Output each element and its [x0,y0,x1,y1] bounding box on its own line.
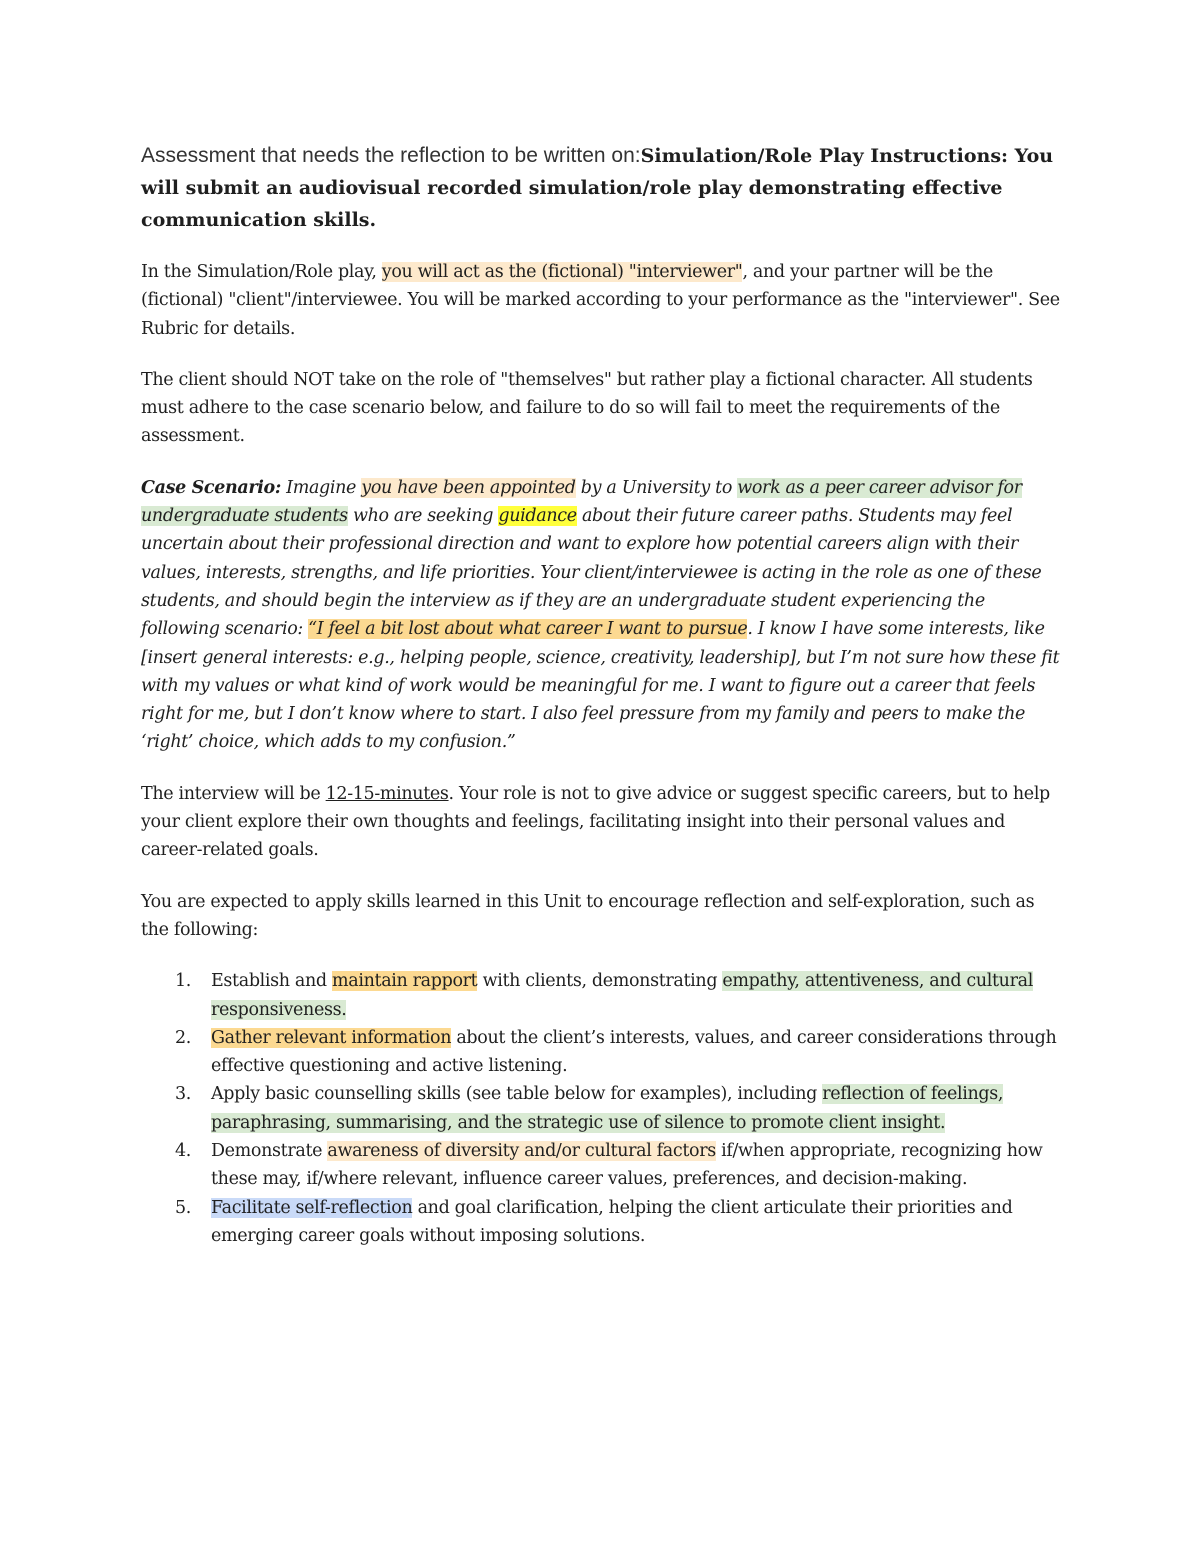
list-number: 5. [175,1197,191,1218]
heading-lead: Assessment that needs the reflection to be written on: [141,144,641,167]
assessment-heading [141,140,1066,236]
intro-highlight-interviewer: you will act as the (fictional) "interviewer" [381,262,743,282]
list-item [141,1080,1066,1137]
interview-text-1: The interview will be [141,783,326,804]
list-highlight-rapport: maintain rapport [332,971,478,992]
client-role-paragraph: The client should NOT take on the role of "themselves" but rather play a fictional character. All students must adhere to the case scenario below, and failure to do so will fail to meet the requirements of the assessment. [141,369,1033,447]
list-highlight-gather-info: Gather relevant information [211,1027,452,1048]
case-text-4: about their future career paths. Students may feel uncertain about their professional direction and want to explore how potential careers align with their values, interests, strengths, and life priorities. Your client/interviewee is acting in the role as one of these students, and should begin the interview as if they are an undergraduate student experiencing the following scenario: [141,506,1042,640]
case-scenario-paragraph [141,474,1066,757]
interview-length-paragraph [141,780,1066,865]
intro-paragraph [141,258,1066,343]
list-number: 1. [175,971,191,992]
list-number: 3. [175,1084,191,1105]
list-number: 2. [175,1027,191,1048]
case-highlight-peer-advisor: work as a peer career advisor for undergraduate students [141,477,1022,527]
list-text: with clients, demonstrating [477,971,723,992]
list-text: about the client’s interests, values, and career considerations through effective questioning and active listening. [211,1027,1057,1077]
intro-text-2: , and your partner will be the (fictional) "client"/interviewee. You will be marked according to your performance as the "interviewer". See Rubric for details. [141,262,1060,339]
list-text: Apply basic counselling skills (see table below for examples), including [211,1084,823,1105]
list-text: if/when appropriate, recognizing how these may, if/where relevant, influence career values, preferences, and decision-making. [211,1141,1043,1190]
list-item [141,1024,1066,1081]
list-number: 4. [175,1141,191,1162]
intro-text-1: In the Simulation/Role play, [141,262,382,282]
list-item [141,1194,1066,1251]
list-highlight-empathy: empathy, attentiveness, and cultural responsiveness. [211,971,1033,1020]
case-text-2: by a University to [575,477,738,498]
list-highlight-self-reflection: Facilitate self-reflection [211,1197,413,1218]
list-text: Establish and [211,971,333,992]
heading-instructions: Simulation/Role Play Instructions: You will submit an audiovisual recorded simulation/role play demonstrating effective communication skills. [141,145,1054,231]
list-highlight-counselling-skills: reflection of feelings, paraphrasing, summarising, and the strategic use of silence to promote client insight. [211,1084,1004,1133]
interview-duration: 12-15-minutes [325,783,449,804]
case-highlight-quote: “I feel a bit lost about what career I want to pursue [308,619,748,640]
interview-text-2: . Your role is not to give advice or suggest specific careers, but to help your client explore their own thoughts and feelings, facilitating insight into their personal values and career-related goals. [141,783,1050,861]
list-text: Demonstrate [211,1141,328,1162]
document-body [141,140,1066,1250]
case-highlight-guidance: guidance [498,506,577,527]
case-scenario-label: Case Scenario: [141,477,281,498]
case-text-1: Imagine [280,477,362,498]
list-item [141,967,1066,1024]
skills-intro-paragraph: You are expected to apply skills learned in this Unit to encourage reflection and self-exploration, such as the following: [141,891,1035,940]
list-highlight-diversity: awareness of diversity and/or cultural factors [327,1141,716,1162]
skills-list [141,967,1066,1250]
list-item [141,1137,1066,1194]
case-highlight-appointed: you have been appointed [361,477,576,498]
case-text-3: who are seeking [347,506,499,527]
case-text-5: . I know I have some interests, like [insert general interests: e.g., helping people, science, creativity, leadership], but I’m not sure how these fit with my values or what kind of work would be meaningful for me. I want to figure out a career that feels right for me, but I don’t know where to start. I also feel pressure from my family and peers to make the ‘right’ choice, which adds to my confusion.” [141,619,1060,753]
list-text: and goal clarification, helping the client articulate their priorities and emerging career goals without imposing solutions. [211,1197,1013,1246]
